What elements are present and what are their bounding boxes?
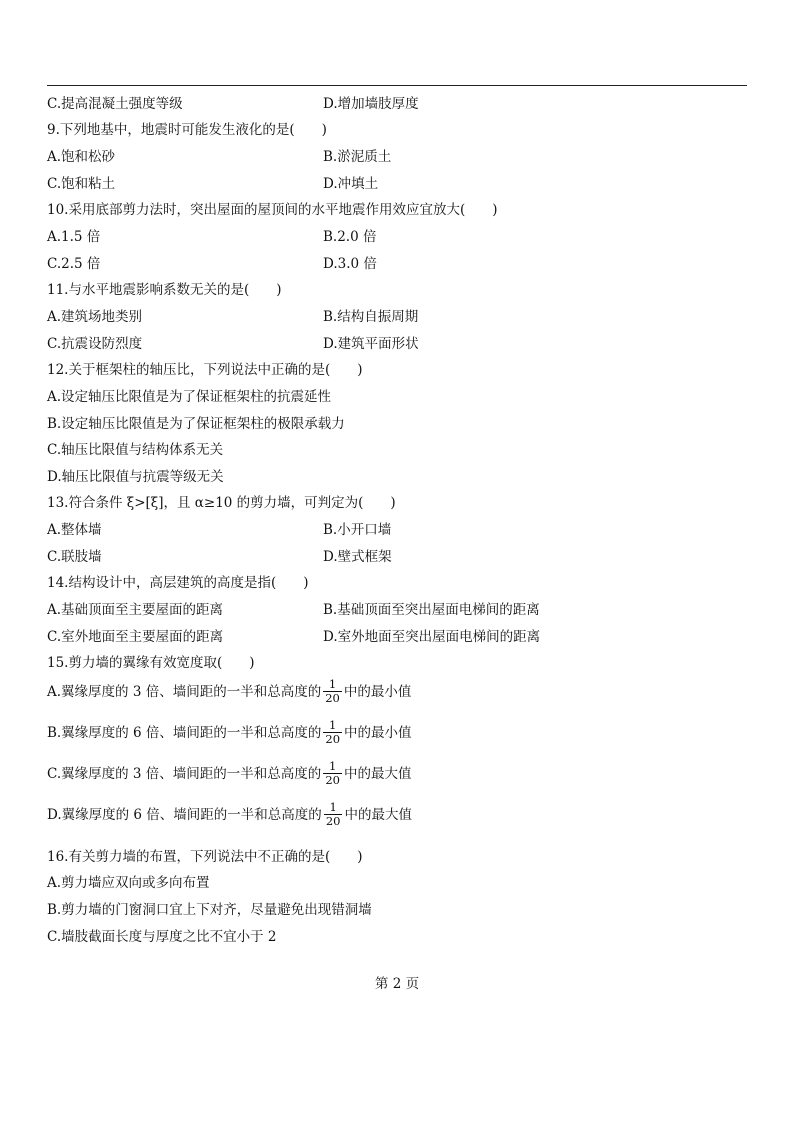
question-11-stem: 11.与水平地震影响系数无关的是( ) [47,282,282,298]
question-13-option-b: B.小开口墙 [323,522,392,538]
fraction [323,719,342,746]
question-14-stem: 14.结构设计中，高层建筑的高度是指( ) [47,575,309,591]
question-16-option-a: A.剪力墙应双向或多向布置 [47,875,210,891]
question-12-option-b: B.设定轴压比限值是为了保证框架柱的极限承载力 [47,416,345,432]
fraction-numerator: 1 [329,718,337,732]
question-9-stem: 9.下列地基中，地震时可能发生液化的是( ) [47,122,327,138]
question-9-option-b: B.淤泥质土 [323,149,392,165]
question-10-option-c: C.2.5 倍 [47,256,101,272]
fraction-denominator: 20 [325,773,340,787]
question-15-stem: 15.剪力墙的翼缘有效宽度取( ) [47,655,255,671]
question-11-option-a: A.建筑场地类别 [47,309,143,325]
question-9-option-d: D.冲填土 [323,176,379,192]
question-13-option-a: A.整体墙 [47,522,102,538]
question-12-option-c: C.轴压比限值与结构体系无关 [47,442,224,458]
question-10-option-a: A.1.5 倍 [47,229,101,245]
fraction [323,678,342,705]
question-15-option-b [47,719,412,746]
option-text: C.翼缘厚度的 3 倍、墙间距的一半和总高度的 [47,765,322,782]
option-c: C.提高混凝土强度等级 [47,96,183,112]
fraction-numerator: 1 [328,759,337,773]
option-text-suffix: 中的最大值 [343,765,412,782]
question-13-stem: 13.符合条件 ξ>[ξ]，且 α≥10 的剪力墙，可判定为( ) [47,495,396,511]
fraction-numerator: 1 [328,677,337,691]
question-13-option-d: D.壁式框架 [323,549,392,565]
option-text: B.翼缘厚度的 6 倍、墙间距的一半和总高度的 [47,724,322,741]
question-11-option-b: B.结构自振周期 [323,309,419,325]
question-14-option-b: B.基础顶面至突出屋面电梯间的距离 [323,602,540,618]
question-15-option-c [47,760,411,787]
question-10-option-b: B.2.0 倍 [323,229,377,245]
question-16-option-c: C.墙肢截面长度与厚度之比不宜小于 2 [47,929,277,945]
question-15-option-d [47,801,412,828]
question-12-stem: 12.关于框架柱的轴压比，下列说法中正确的是( ) [47,362,363,378]
question-16-option-b: B.剪力墙的门窗洞口宜上下对齐，尽量避免出现错洞墙 [47,902,372,918]
fraction-denominator: 20 [325,691,340,705]
page-number: 第 2 页 [374,976,420,992]
fraction-numerator: 1 [329,800,337,814]
question-14-option-d: D.室外地面至突出屋面电梯间的距离 [323,629,541,645]
fraction-denominator: 20 [325,732,341,746]
question-10-option-d: D.3.0 倍 [323,256,377,272]
option-d: D.增加墙肢厚度 [323,96,419,112]
question-9-option-a: A.饱和松砂 [47,149,116,165]
question-9-option-c: C.饱和粘土 [47,176,116,192]
option-text-suffix: 中的最大值 [344,806,412,823]
fraction-denominator: 20 [325,814,341,828]
question-14-option-a: A.基础顶面至主要屋面的距离 [47,602,224,618]
question-16-stem: 16.有关剪力墙的布置，下列说法中不正确的是( ) [47,849,363,865]
option-text-suffix: 中的最小值 [343,683,412,700]
question-11-option-c: C.抗震设防烈度 [47,336,143,352]
option-text: D.翼缘厚度的 6 倍、墙间距的一半和总高度的 [47,806,322,823]
question-14-option-c: C.室外地面至主要屋面的距离 [47,629,224,645]
option-text-suffix: 中的最小值 [344,724,412,741]
question-11-option-d: D.建筑平面形状 [323,336,419,352]
option-text: A.翼缘厚度的 3 倍、墙间距的一半和总高度的 [47,683,322,700]
question-13-option-c: C.联肢墙 [47,549,102,565]
fraction [323,760,342,787]
question-12-option-a: A.设定轴压比限值是为了保证框架柱的抗震延性 [47,389,332,405]
question-10-stem: 10.采用底部剪力法时，突出屋面的屋顶间的水平地震作用效应宜放大( ) [47,202,498,218]
question-15-option-a [47,678,411,705]
fraction [324,801,343,828]
header-rule [47,85,747,86]
question-12-option-d: D.轴压比限值与抗震等级无关 [47,469,224,485]
